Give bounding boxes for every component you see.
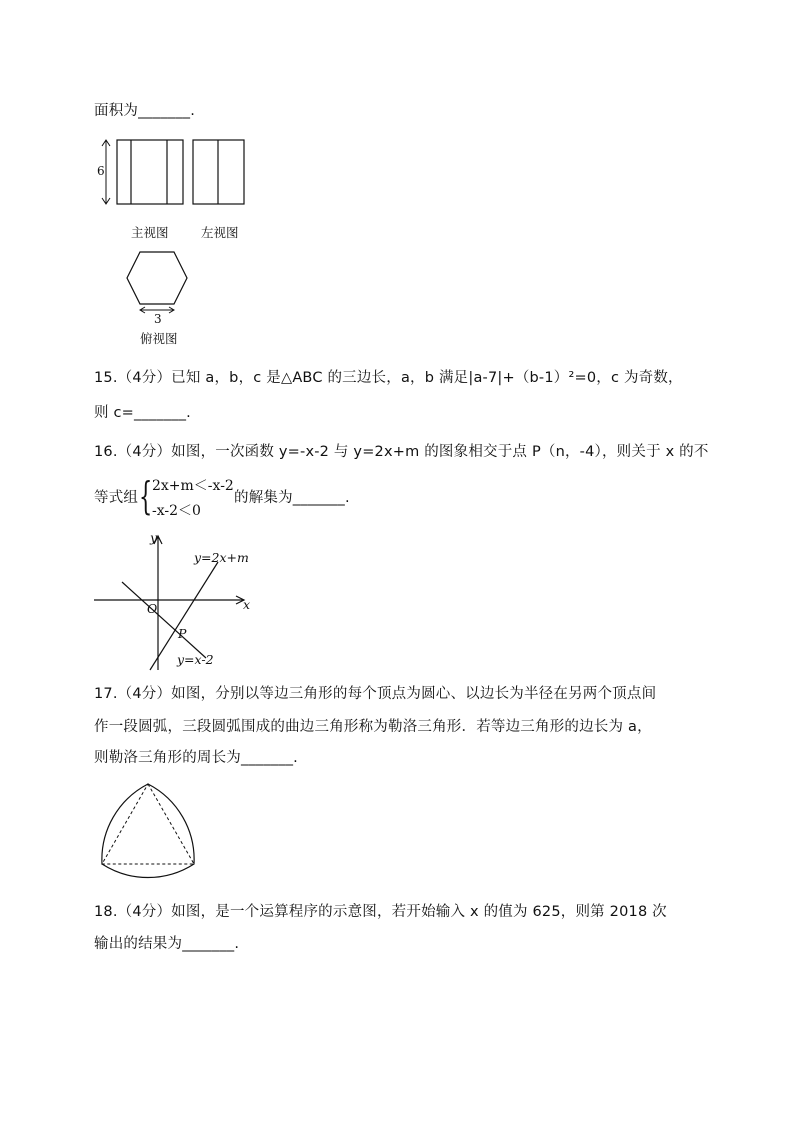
x-axis-label: x (243, 597, 251, 612)
q17-line-1: 17.（4分）如图，分别以等边三角形的每个顶点为圆心、以边长为半径在另两个顶点间 (94, 686, 657, 702)
inequality-1: 2x+m＜-x-2 (152, 478, 234, 494)
reuleaux-triangle-figure (98, 780, 218, 885)
line-a-label: y=2x+m (194, 550, 249, 565)
system-brace-icon: { (139, 474, 153, 518)
width-dimension-label: 3 (154, 312, 162, 326)
front-view-outline (117, 140, 183, 204)
front-view-caption: 主视图 (131, 225, 169, 240)
line-b-label: y=x-2 (177, 652, 214, 667)
left-view-caption: 左视图 (201, 225, 239, 240)
top-view-hexagon (127, 252, 187, 304)
y-axis-label: y (150, 530, 158, 545)
origin-label: O (147, 601, 158, 616)
q16-line-1: 16.（4分）如图，一次函数 y=-x-2 与 y=2x+m 的图象相交于点 P（n，-4），则关于 x 的不 (94, 444, 709, 460)
inequality-2: -x-2＜0 (152, 503, 201, 519)
q17-line-2: 作一段圆弧，三段圆弧围成的曲边三角形称为勒洛三角形．若等边三角形的边长为 a， (94, 719, 652, 735)
q14-tail-text: 面积为_______. (94, 103, 196, 119)
reuleaux-outline (102, 784, 194, 878)
q15-line-2: 则 c=_______. (94, 405, 191, 421)
q16-suffix: 的解集为_______. (234, 490, 350, 506)
q18-line-2: 输出的结果为_______. (94, 936, 240, 952)
q17-line-3: 则勒洛三角形的周长为_______. (94, 750, 298, 766)
q18-line-1: 18.（4分）如图，是一个运算程序的示意图，若开始输入 x 的值为 625，则第 2018 次 (94, 904, 667, 920)
height-dimension-label: 6 (97, 164, 105, 178)
inner-equilateral-triangle (102, 784, 194, 864)
intersection-point-label: P (178, 626, 187, 641)
three-view-figure (94, 132, 264, 352)
q16-prefix: 等式组 (94, 490, 139, 506)
top-view-caption: 俯视图 (140, 331, 178, 346)
line-y-x-minus-2 (122, 582, 206, 658)
q15-line-1: 15.（4分）已知 a，b，c 是△ABC 的三边长，a，b 满足|a-7|+（b-1）²=0，c 为奇数， (94, 370, 683, 386)
